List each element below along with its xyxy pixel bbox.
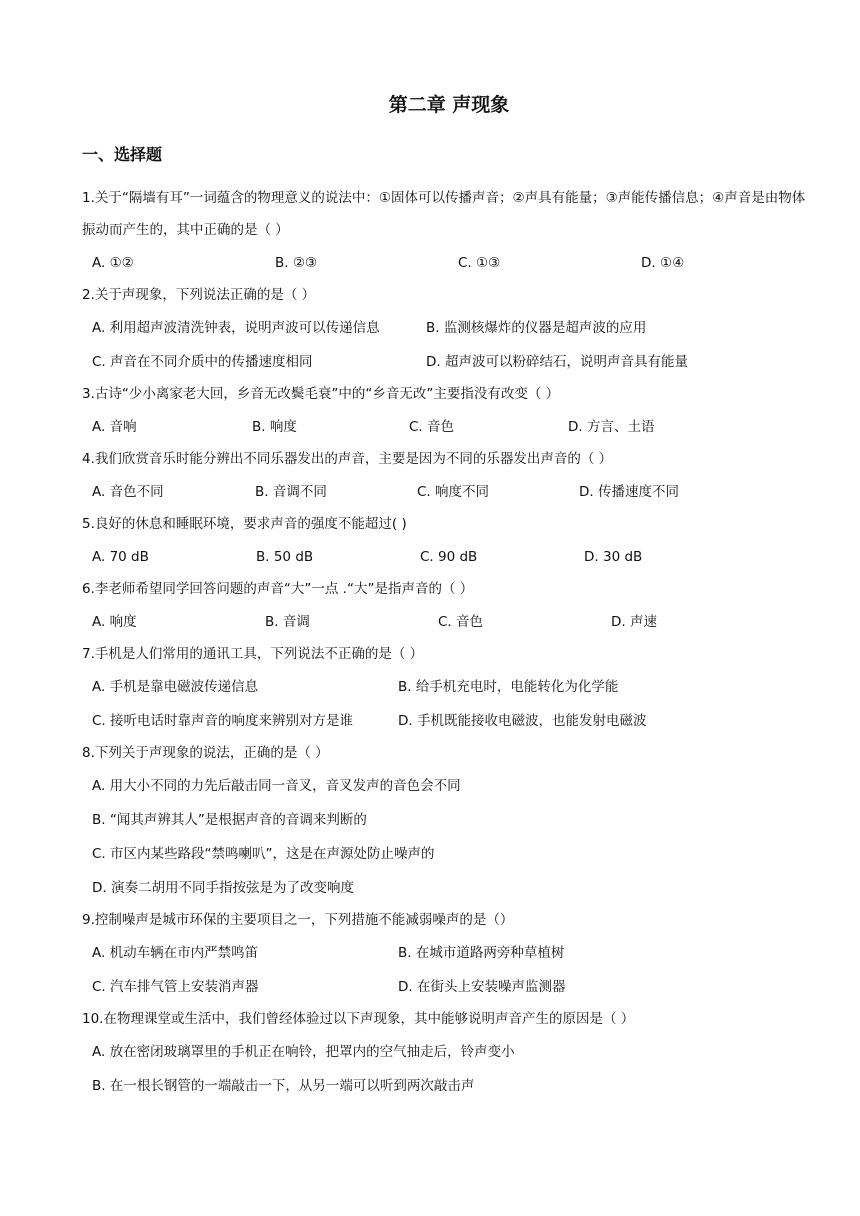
question-6	[82, 574, 806, 639]
option-b: B. 给手机充电时，电能转化为化学能	[398, 679, 619, 695]
question-2	[82, 280, 806, 379]
option-d: D. 在街头上安装噪声监测器	[398, 979, 566, 995]
question-stem: 10.在物理课堂或生活中，我们曾经体验过以下声现象，其中能够说明声音产生的原因是（ ）	[82, 1011, 635, 1027]
option-list	[82, 605, 806, 639]
option-b: B. “闻其声辨其人”是根据声音的音调来判断的	[92, 812, 367, 828]
option-a: A. 用大小不同的力先后敲击同一音叉，音叉发声的音色会不同	[92, 778, 461, 794]
option-list	[82, 311, 806, 379]
option-b: B. 监测核爆炸的仪器是超声波的应用	[426, 320, 647, 336]
question-10	[82, 1004, 806, 1103]
option-list	[82, 936, 806, 1004]
option-c: C. 市区内某些路段“禁鸣喇叭”，这是在声源处防止噪声的	[92, 846, 435, 862]
option-list	[82, 1035, 806, 1103]
option-d: D. ①④	[641, 255, 685, 271]
question-8	[82, 738, 806, 905]
option-a: A. 机动车辆在市内严禁鸣笛	[92, 945, 259, 961]
option-c: C. 音色	[438, 614, 484, 630]
option-b: B. 在一根长钢管的一端敲击一下，从另一端可以听到两次敲击声	[92, 1078, 475, 1094]
option-c: C. 声音在不同介质中的传播速度相同	[92, 354, 313, 370]
option-list	[82, 769, 806, 905]
question-5	[82, 509, 806, 574]
option-b: B. ②③	[275, 255, 318, 271]
option-b: B. 音调	[265, 614, 310, 630]
question-stem: 5.良好的休息和睡眠环境，要求声音的强度不能超过( )	[82, 516, 407, 532]
option-list	[82, 670, 806, 738]
option-a: A. 音响	[92, 419, 137, 435]
option-d: D. 30 dB	[584, 549, 643, 565]
option-c: C. 音色	[409, 419, 455, 435]
question-stem: 2.关于声现象，下列说法正确的是（ ）	[82, 287, 316, 303]
option-d: D. 演奏二胡用不同手指按弦是为了改变响度	[92, 880, 354, 896]
page-title: 第二章 声现象	[388, 94, 510, 116]
question-stem: 7.手机是人们常用的通讯工具，下列说法不正确的是（ ）	[82, 646, 424, 662]
option-c: C. 响度不同	[417, 484, 490, 500]
question-stem: 9.控制噪声是城市环保的主要项目之一，下列措施不能减弱噪声的是（）	[82, 912, 514, 928]
option-list	[82, 410, 806, 444]
question-3	[82, 379, 806, 444]
option-d: D. 方言、土语	[568, 419, 655, 435]
question-stem: 6.李老师希望同学回答问题的声音“大”一点 .“大”是指声音的（ ）	[82, 581, 474, 597]
section-heading: 一、选择题	[82, 145, 163, 164]
question-stem: 3.古诗“少小离家老大回，乡音无改鬓毛衰”中的“乡音无改”主要指没有改变（ ）	[82, 386, 560, 402]
option-d: D. 声速	[611, 614, 657, 630]
option-a: A. 响度	[92, 614, 137, 630]
option-a: A. ①②	[92, 255, 134, 271]
question-4	[82, 444, 806, 509]
option-b: B. 响度	[252, 419, 297, 435]
question-1	[82, 182, 806, 280]
option-a: A. 手机是靠电磁波传递信息	[92, 679, 259, 695]
option-c: C. 接听电话时靠声音的响度来辨别对方是谁	[92, 713, 354, 729]
question-9	[82, 905, 806, 1004]
option-list	[82, 246, 806, 280]
question-stem: 8.下列关于声现象的说法，正确的是（ ）	[82, 745, 329, 761]
option-b: B. 在城市道路两旁种草植树	[398, 945, 565, 961]
option-a: A. 利用超声波清洗钟表，说明声波可以传递信息	[92, 320, 380, 336]
option-a: A. 音色不同	[92, 484, 164, 500]
option-d: D. 传播速度不同	[579, 484, 679, 500]
option-c: C. 汽车排气管上安装消声器	[92, 979, 259, 995]
option-d: D. 手机既能接收电磁波，也能发射电磁波	[398, 713, 647, 729]
option-b: B. 50 dB	[256, 549, 314, 565]
option-d: D. 超声波可以粉碎结石，说明声音具有能量	[426, 354, 688, 370]
option-list	[82, 475, 806, 509]
option-list	[82, 540, 806, 574]
question-7	[82, 639, 806, 738]
option-a: A. 70 dB	[92, 549, 149, 565]
option-b: B. 音调不同	[255, 484, 327, 500]
option-c: C. ①③	[458, 255, 501, 271]
option-a: A. 放在密闭玻璃罩里的手机正在响铃，把罩内的空气抽走后，铃声变小	[92, 1044, 515, 1060]
option-c: C. 90 dB	[420, 549, 478, 565]
question-stem: 4.我们欣赏音乐时能分辨出不同乐器发出的声音，主要是因为不同的乐器发出声音的（ ）	[82, 451, 613, 467]
question-stem: 1.关于“隔墙有耳”一词蕴含的物理意义的说法中：①固体可以传播声音；②声具有能量；③声能传播信息；④声音是由物体振动而产生的，其中正确的是（ ）	[82, 190, 806, 238]
